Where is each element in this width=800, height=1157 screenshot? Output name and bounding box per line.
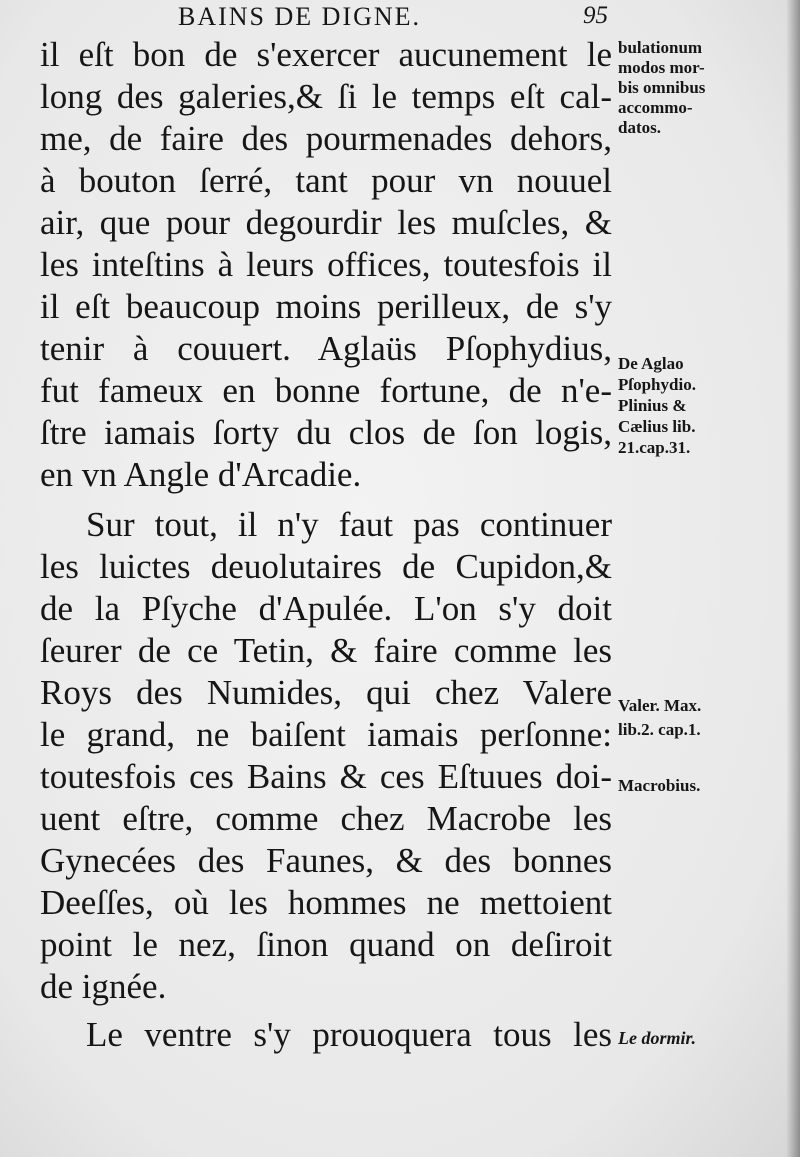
margin-note-line: Plinius & [618,396,687,415]
margin-note-line: Pſophydio. [618,375,696,394]
text-line: le grand, ne baiſent iamais perſonne: [40,715,612,754]
text-line: les inteſtins à leurs offices, toutesfois il [40,245,612,284]
margin-note-line: accommo- [618,98,693,117]
text-line: les luictes deuolutaires de Cupidon,& [40,547,612,586]
text-line: à bouton ſerré, tant pour vn nouuel [40,161,612,200]
margin-note-line: modos mor- [618,58,705,77]
text-line: de la Pſyche d'Apulée. L'on s'y doit [40,589,612,628]
text-line: toutesfois ces Bains & ces Eſtuues doi- [40,757,612,796]
text-line: il eſt beaucoup moins perilleux, de s'y [40,287,612,326]
text-line: Deeſſes, où les hommes ne mettoient [40,883,612,922]
text-line: air, que pour degourdir les muſcles, & [40,203,612,242]
running-head: BAINS DE DIGNE. [178,2,422,31]
margin-note-line: Macrobius. [618,776,701,795]
text-line: ſtre iamais ſorty du clos de ſon logis, [40,413,612,452]
text-line: Roys des Numides, qui chez Valere [40,673,612,712]
margin-note-line: De Aglao [618,354,684,373]
page-header [0,2,800,36]
text-line: de ignée. [40,967,167,1006]
text-line: uent eſtre, comme chez Macrobe les [40,799,612,838]
text-line: en vn Angle d'Arcadie. [40,455,362,494]
text-line: Gynecées des Faunes, & des bonnes [40,841,612,880]
margin-note-line: Le dormir. [618,1028,697,1048]
margin-note-line: lib.2. cap.1. [618,720,701,739]
text-line: me, de faire des pourmenades dehors, [40,119,612,158]
margin-note-line: bulationum [618,38,703,57]
text-line: tenir à couuert. Aglaüs Pſophydius, [40,329,612,368]
margin-note-line: datos. [618,118,661,137]
margin-note-line: bis omnibus [618,78,706,97]
text-line: il eſt bon de s'exercer aucunement le [40,35,612,74]
margin-note-line: Valer. Max. [618,696,702,715]
margin-note-line: 21.cap.31. [618,438,691,457]
text-line: fut fameux en bonne fortune, de n'e- [40,371,612,410]
margin-note-line: Cælius lib. [618,417,696,436]
text-line: Le ventre s'y prouoquera tous les [86,1015,612,1054]
page-number: 95 [583,2,608,29]
text-line: long des galeries,& ſi le temps eſt cal- [40,77,612,116]
page-edge-shadow [786,0,800,1157]
text-line: ſeurer de ce Tetin, & faire comme les [40,631,612,670]
text-line: point le nez, ſinon quand on deſiroit [40,925,612,964]
text-line: Sur tout, il n'y faut pas continuer [86,505,612,544]
